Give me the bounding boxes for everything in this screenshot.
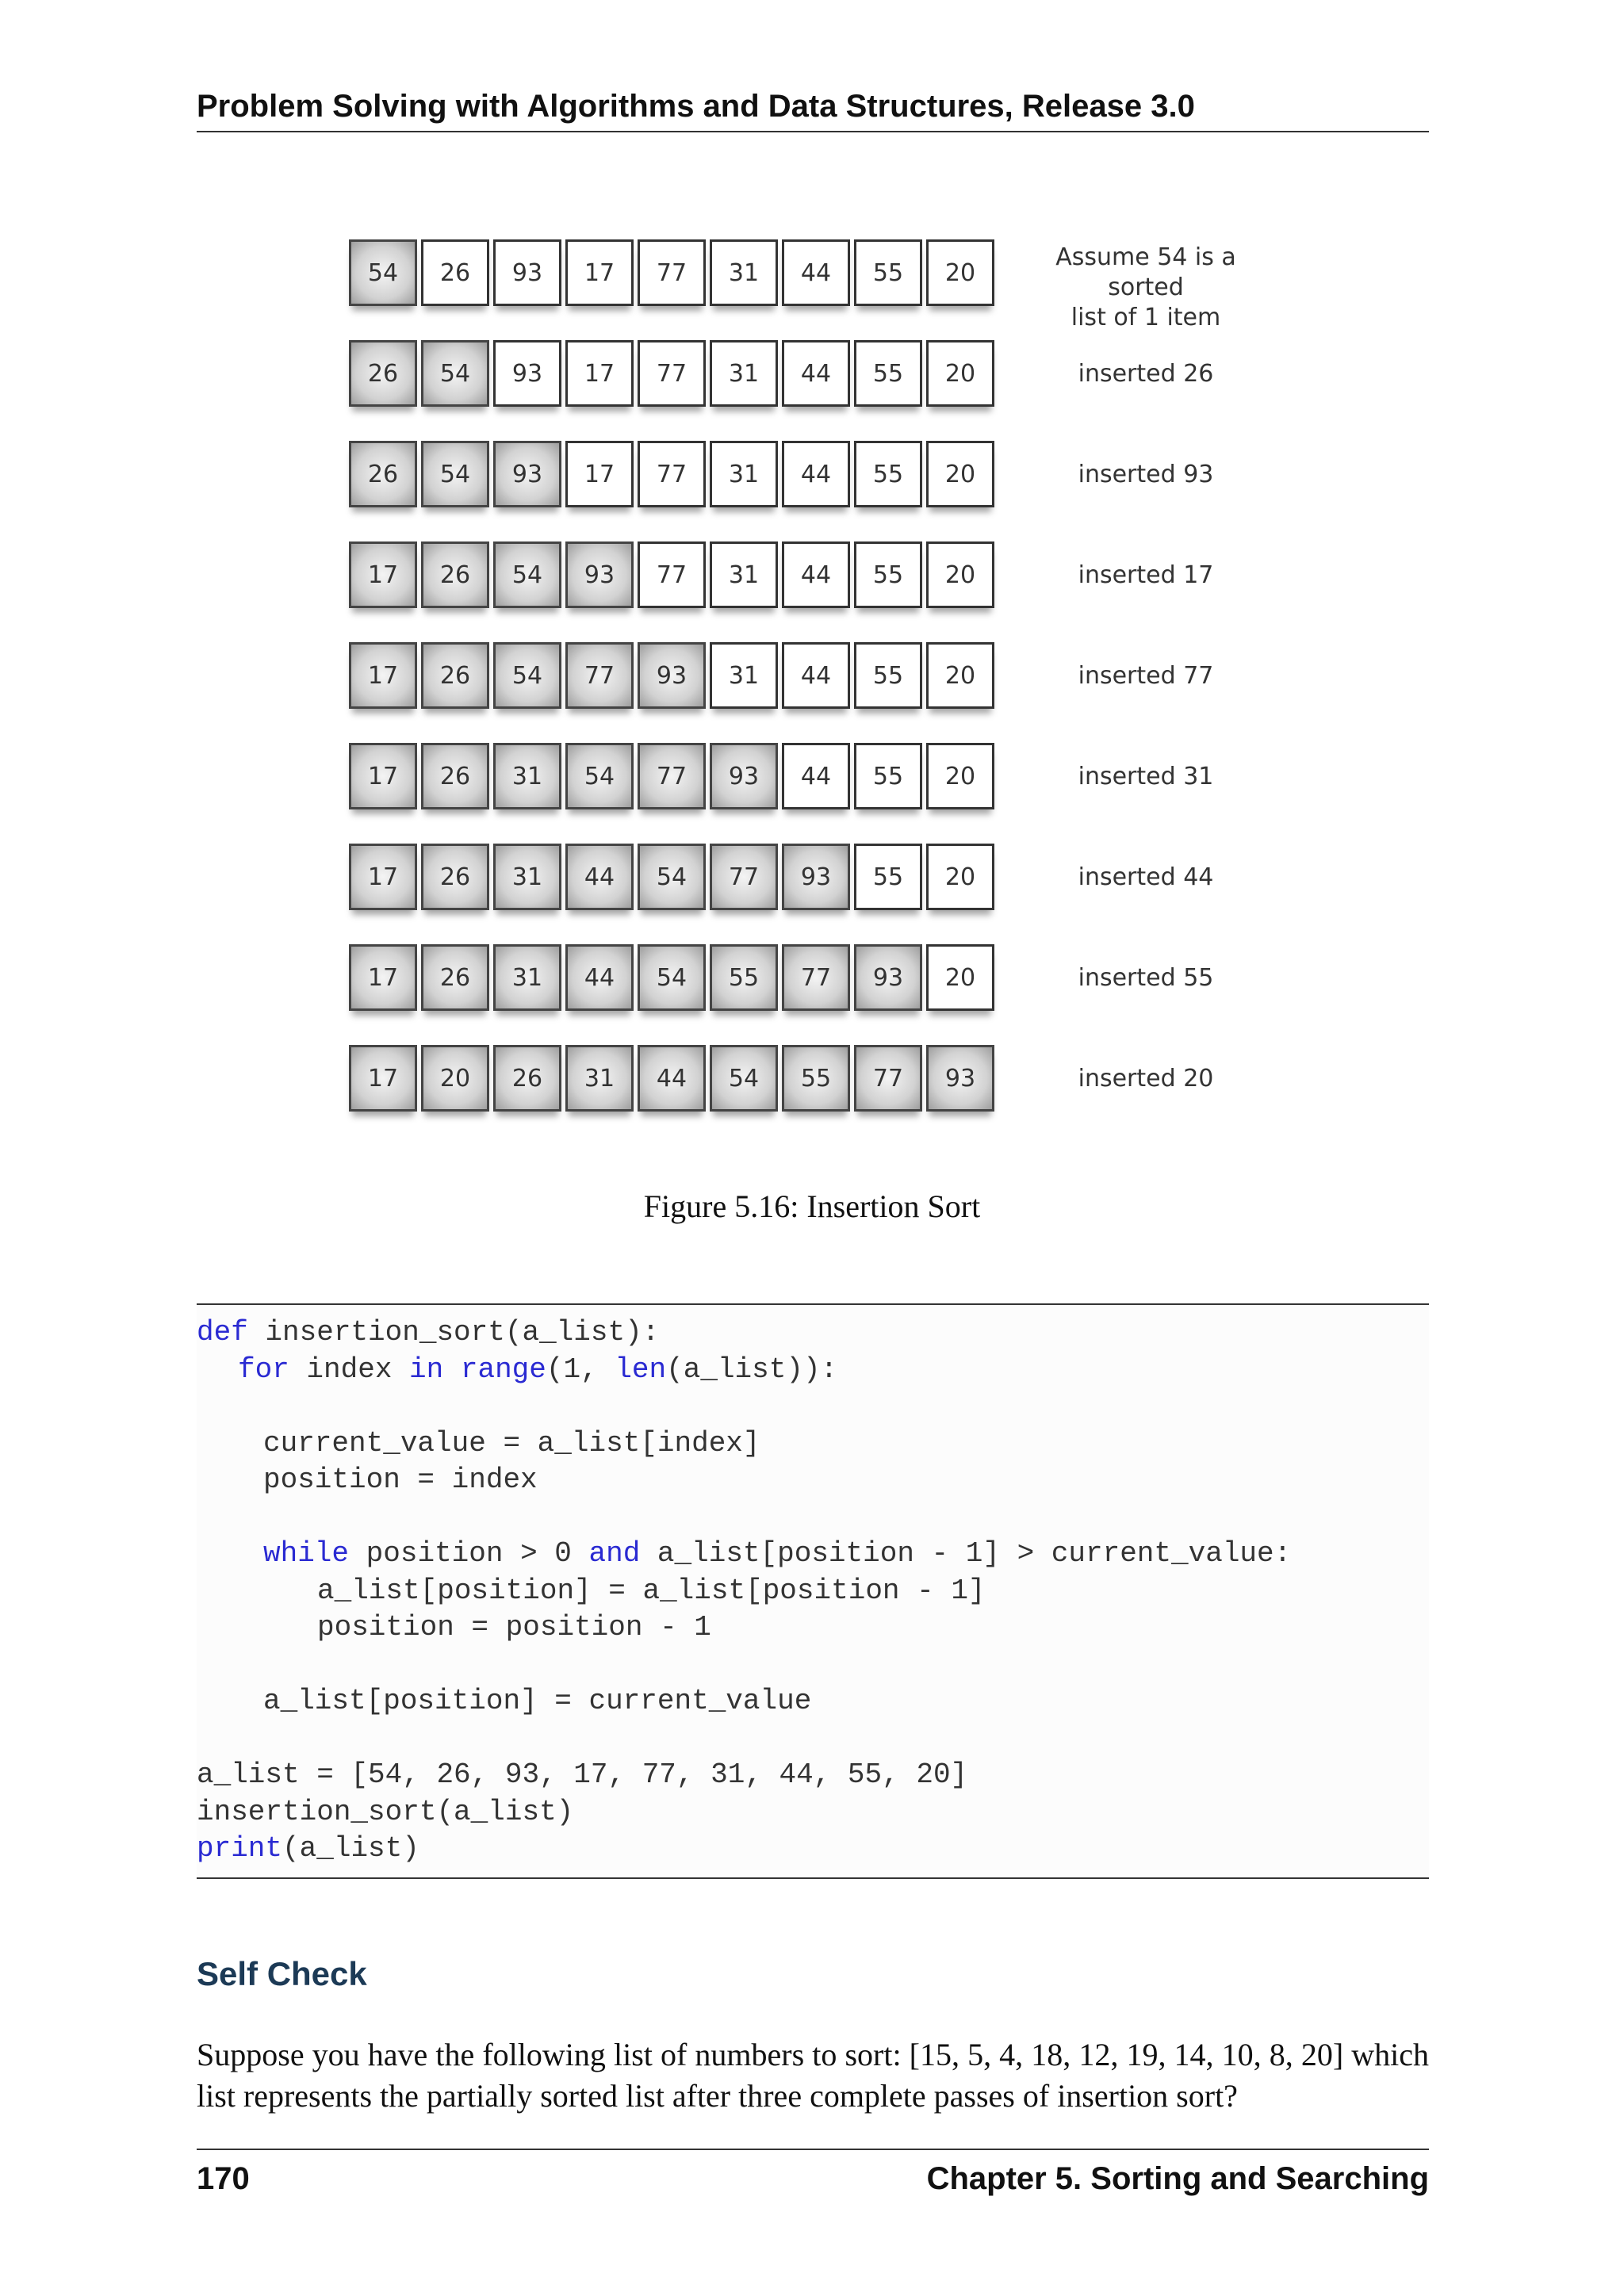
page-footer xyxy=(197,2149,1429,2197)
array-cell: 44 xyxy=(782,541,850,608)
array-cell: 55 xyxy=(854,642,922,709)
code-keyword: print xyxy=(197,1832,283,1865)
array-cell: 55 xyxy=(782,1045,850,1112)
array-cell: 31 xyxy=(493,844,561,910)
code-text xyxy=(443,1353,461,1386)
array-cell: 77 xyxy=(638,541,706,608)
array-cell: 93 xyxy=(926,1045,994,1112)
array-cell: 17 xyxy=(349,642,417,709)
row-note: inserted 17 xyxy=(1078,561,1214,589)
code-line xyxy=(317,1609,711,1646)
array-cell: 20 xyxy=(926,441,994,507)
array-cell: 20 xyxy=(926,844,994,910)
figure-caption: Figure 5.16: Insertion Sort xyxy=(643,1188,981,1224)
array-cell: 77 xyxy=(638,239,706,306)
array-cell: 54 xyxy=(493,541,561,608)
code-text: index xyxy=(289,1353,410,1386)
array-row xyxy=(349,944,998,1014)
array-cell: 31 xyxy=(493,743,561,809)
array-cell: 77 xyxy=(710,844,778,910)
array-row xyxy=(349,743,998,813)
code-line xyxy=(263,1425,760,1462)
array-cell: 55 xyxy=(854,441,922,507)
array-cell: 26 xyxy=(421,844,489,910)
code-line xyxy=(197,1314,659,1351)
array-cell: 93 xyxy=(782,844,850,910)
array-cell: 77 xyxy=(638,743,706,809)
code-text: a_list[position] = current_value xyxy=(263,1685,812,1717)
code-keyword: for xyxy=(238,1353,289,1386)
code-text: position = index xyxy=(263,1464,538,1496)
array-cell: 26 xyxy=(421,944,489,1011)
array-cell: 20 xyxy=(926,944,994,1011)
array-cell: 93 xyxy=(638,642,706,709)
code-keyword: and xyxy=(588,1537,641,1570)
code-text: position = position - 1 xyxy=(317,1611,711,1644)
array-cell: 54 xyxy=(638,844,706,910)
code-line xyxy=(263,1462,538,1498)
array-cell: 54 xyxy=(710,1045,778,1112)
code-listing xyxy=(197,1303,1429,1879)
array-cell: 54 xyxy=(565,743,634,809)
row-note-line: list of 1 item xyxy=(1071,304,1221,331)
array-cell: 54 xyxy=(421,441,489,507)
array-cell: 55 xyxy=(854,340,922,407)
code-text: (a_list) xyxy=(282,1832,419,1865)
row-note: inserted 26 xyxy=(1078,360,1214,388)
array-cell: 17 xyxy=(349,944,417,1011)
array-cell: 17 xyxy=(349,1045,417,1112)
array-cell: 26 xyxy=(421,541,489,608)
array-cell: 93 xyxy=(493,239,561,306)
array-cell: 20 xyxy=(926,743,994,809)
array-cell: 26 xyxy=(493,1045,561,1112)
row-note: inserted 77 xyxy=(1078,662,1214,690)
running-header: Problem Solving with Algorithms and Data Structures, Release 3.0 xyxy=(197,89,1429,132)
array-cell: 17 xyxy=(565,239,634,306)
row-note: inserted 31 xyxy=(1078,763,1214,790)
code-line xyxy=(197,1757,967,1793)
code-keyword: in xyxy=(409,1353,444,1386)
array-row xyxy=(349,239,998,309)
array-cell: 20 xyxy=(926,541,994,608)
code-text: a_list[position] = a_list[position - 1] xyxy=(317,1574,986,1607)
row-note: inserted 93 xyxy=(1078,461,1214,488)
array-cell: 55 xyxy=(854,844,922,910)
array-cell: 77 xyxy=(854,1045,922,1112)
code-keyword: def xyxy=(197,1316,248,1349)
array-cell: 54 xyxy=(638,944,706,1011)
code-line xyxy=(263,1536,1291,1572)
array-cell: 31 xyxy=(565,1045,634,1112)
array-cell: 20 xyxy=(421,1045,489,1112)
self-check-question: Suppose you have the following list of numbers to sort: [15, 5, 4, 18, 12, 19, 14, 10, 8, 20] which list represents the partially sorted list after three complete passes of insertion sort? xyxy=(197,2037,1429,2114)
array-cell: 44 xyxy=(782,642,850,709)
code-keyword: range xyxy=(460,1353,546,1386)
array-cell: 26 xyxy=(421,642,489,709)
array-cell: 55 xyxy=(854,541,922,608)
row-note xyxy=(1015,243,1277,333)
array-row xyxy=(349,441,998,511)
code-line xyxy=(197,1794,573,1831)
array-row xyxy=(349,340,998,410)
array-cell: 31 xyxy=(710,340,778,407)
array-cell: 93 xyxy=(493,441,561,507)
array-cell: 55 xyxy=(710,944,778,1011)
chapter-title: Chapter 5. Sorting and Searching xyxy=(926,2161,1429,2196)
array-cell: 54 xyxy=(493,642,561,709)
array-cell: 17 xyxy=(349,743,417,809)
code-text: a_list = [54, 26, 93, 17, 77, 31, 44, 55, 20] xyxy=(197,1758,968,1791)
row-note: inserted 44 xyxy=(1078,863,1214,891)
array-cell: 93 xyxy=(493,340,561,407)
array-row xyxy=(349,1045,998,1115)
array-cell: 20 xyxy=(926,642,994,709)
array-cell: 93 xyxy=(710,743,778,809)
array-cell: 44 xyxy=(638,1045,706,1112)
code-line xyxy=(317,1573,986,1609)
array-cell: 93 xyxy=(565,541,634,608)
array-cell: 93 xyxy=(854,944,922,1011)
code-keyword: len xyxy=(615,1353,667,1386)
row-note-line: Assume 54 is a sorted xyxy=(1055,243,1236,301)
array-cell: 77 xyxy=(638,441,706,507)
page-number: 170 xyxy=(197,2161,250,2196)
array-cell: 17 xyxy=(565,340,634,407)
code-text: insertion_sort(a_list) xyxy=(197,1795,574,1828)
array-cell: 44 xyxy=(565,944,634,1011)
code-text: current_value = a_list[index] xyxy=(263,1426,760,1460)
code-text: position > 0 xyxy=(349,1537,589,1570)
array-cell: 17 xyxy=(349,541,417,608)
array-cell: 31 xyxy=(710,441,778,507)
array-cell: 77 xyxy=(565,642,634,709)
array-cell: 44 xyxy=(565,844,634,910)
row-note: inserted 55 xyxy=(1078,964,1214,992)
code-line xyxy=(238,1352,837,1388)
array-cell: 77 xyxy=(638,340,706,407)
array-cell: 31 xyxy=(710,239,778,306)
array-cell: 54 xyxy=(421,340,489,407)
array-cell: 26 xyxy=(349,340,417,407)
array-cell: 44 xyxy=(782,340,850,407)
array-cell: 55 xyxy=(854,239,922,306)
code-keyword: while xyxy=(263,1537,350,1570)
section-title-self-check: Self Check xyxy=(197,1955,367,1992)
array-cell: 20 xyxy=(926,239,994,306)
array-cell: 31 xyxy=(493,944,561,1011)
array-row xyxy=(349,541,998,611)
array-cell: 26 xyxy=(349,441,417,507)
row-note: inserted 20 xyxy=(1078,1065,1214,1093)
array-cell: 26 xyxy=(421,239,489,306)
code-text: (1, xyxy=(546,1353,615,1386)
code-line xyxy=(263,1683,811,1720)
array-cell: 20 xyxy=(926,340,994,407)
code-text: a_list[position - 1] > current_value: xyxy=(640,1537,1292,1570)
array-cell: 17 xyxy=(349,844,417,910)
array-cell: 55 xyxy=(854,743,922,809)
array-cell: 31 xyxy=(710,642,778,709)
array-row xyxy=(349,642,998,712)
array-cell: 77 xyxy=(782,944,850,1011)
code-text: insertion_sort(a_list): xyxy=(247,1316,660,1349)
code-text: (a_list)): xyxy=(666,1353,838,1386)
array-row xyxy=(349,844,998,913)
array-cell: 54 xyxy=(349,239,417,306)
array-cell: 44 xyxy=(782,743,850,809)
code-line xyxy=(197,1831,419,1867)
array-cell: 44 xyxy=(782,441,850,507)
array-cell: 31 xyxy=(710,541,778,608)
array-cell: 44 xyxy=(782,239,850,306)
array-cell: 26 xyxy=(421,743,489,809)
array-cell: 17 xyxy=(565,441,634,507)
